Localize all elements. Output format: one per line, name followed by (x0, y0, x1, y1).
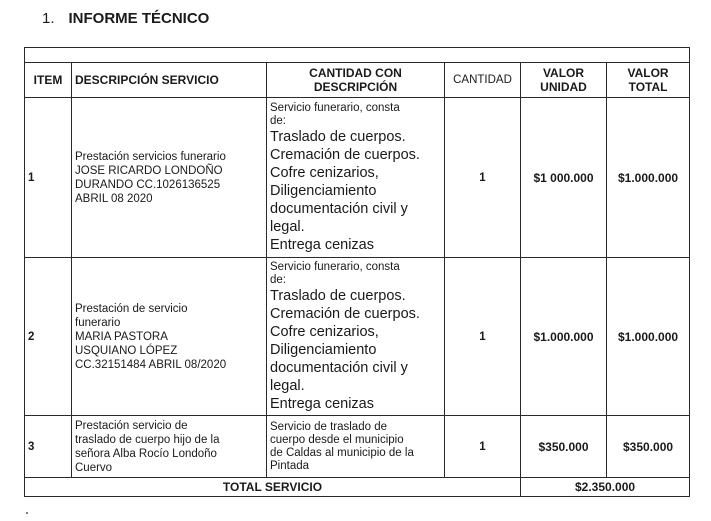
section-title: INFORME TÉCNICO (68, 10, 210, 27)
descripcion-line: MARIA PASTORA (75, 330, 168, 343)
descripcion-line: DURANDO CC.1026136525 (75, 178, 221, 191)
cd-list (270, 287, 441, 413)
cd-list-item: Diligenciamiento (270, 341, 377, 358)
valor-unidad-cell: $1.000.000 (521, 258, 607, 416)
descripcion-cell (72, 416, 267, 478)
cd-list-item: Entrega cenizas (270, 236, 374, 253)
table-row (25, 258, 690, 416)
cd-list-item: Traslado de cuerpos. (270, 287, 406, 304)
item-cell: 1 (25, 98, 72, 258)
descripcion-line: JOSE RICARDO LONDOÑO (75, 164, 223, 177)
cantidad-cell: 1 (445, 258, 521, 416)
cd-intro (270, 261, 441, 287)
cd-list-item: Diligenciamiento (270, 182, 377, 199)
item-cell: 2 (25, 258, 72, 416)
cantidad-cell: 1 (445, 416, 521, 478)
header-item: ITEM (25, 63, 72, 98)
header-line: DESCRIPCIÓN (313, 80, 398, 94)
header-cantidad-con-descripcion (267, 63, 445, 98)
header-line: TOTAL (628, 80, 668, 94)
valor-unidad-cell: $1 000.000 (521, 98, 607, 258)
cd-intro-line: Servicio funerario, consta (270, 101, 400, 114)
header-cantidad: CANTIDAD (445, 63, 521, 98)
cd-intro-line: de Caldas al municipio de la (270, 446, 414, 459)
descripcion-line: Cuervo (75, 461, 113, 474)
table-row (25, 416, 690, 478)
cd-list-item: documentación civil y (270, 359, 408, 376)
cantidad-descripcion-cell (267, 416, 445, 478)
cd-list-item: Cremación de cuerpos. (270, 305, 420, 322)
descripcion-line: Prestación servicios funerario (75, 150, 226, 163)
cd-list-item: Cremación de cuerpos. (270, 146, 420, 163)
descripcion-line: Prestación servicio de (75, 419, 188, 432)
service-report-table (24, 47, 690, 497)
header-line: VALOR (627, 66, 669, 80)
cd-intro-line: de: (270, 273, 286, 286)
header-line: VALOR (542, 66, 585, 80)
item-cell: 3 (25, 416, 72, 478)
descripcion-cell (72, 98, 267, 258)
descripcion-line: señora Alba Rocío Londoño (75, 447, 217, 460)
cd-intro-line: Pintada (270, 459, 310, 472)
header-line: UNIDAD (540, 80, 587, 94)
descripcion-line: CC.32151484 ABRIL 08/2020 (75, 358, 227, 371)
cd-list-item: Cofre cenizarios, (270, 323, 379, 340)
cd-list-item: Cofre cenizarios, (270, 164, 379, 181)
table-blank-row (25, 48, 690, 63)
scan-speck (26, 512, 28, 514)
descripcion-cell (72, 258, 267, 416)
section-heading (42, 10, 209, 27)
section-number: 1. (42, 10, 55, 27)
table-row (25, 98, 690, 258)
valor-total-cell: $350.000 (607, 416, 690, 478)
cd-intro-line: de: (270, 114, 286, 127)
descripcion-line: ABRIL 08 2020 (75, 192, 153, 205)
cd-list-item: legal. (270, 377, 305, 394)
cantidad-cell: 1 (445, 98, 521, 258)
cd-intro-line: cuerpo desde el municipio (270, 433, 404, 446)
valor-total-cell: $1.000.000 (607, 258, 690, 416)
header-valor-unidad (521, 63, 607, 98)
cd-list-item: Traslado de cuerpos. (270, 128, 406, 145)
total-label: TOTAL SERVICIO (25, 478, 521, 497)
descripcion-line: Prestación de servicio (75, 302, 188, 315)
valor-unidad-cell: $350.000 (521, 416, 607, 478)
descripcion-line: traslado de cuerpo hijo de la (75, 433, 220, 446)
cantidad-descripcion-cell (267, 258, 445, 416)
cd-intro (270, 102, 441, 128)
cd-intro-line: Servicio de traslado de (270, 420, 387, 433)
cd-intro (270, 421, 441, 473)
total-row (25, 478, 690, 497)
descripcion-line: USQUIANO LÓPEZ (75, 344, 178, 357)
descripcion-line: funerario (75, 316, 121, 329)
header-line: CANTIDAD CON (309, 66, 402, 80)
table-header-row (25, 63, 690, 98)
cd-list-item: documentación civil y (270, 200, 408, 217)
blank-cell (25, 48, 690, 63)
cd-list (270, 128, 441, 254)
header-valor-total (607, 63, 690, 98)
cd-intro-line: Servicio funerario, consta (270, 260, 400, 273)
header-descripcion: DESCRIPCIÓN SERVICIO (72, 63, 267, 98)
cd-list-item: legal. (270, 218, 305, 235)
cd-list-item: Entrega cenizas (270, 395, 374, 412)
cantidad-descripcion-cell (267, 98, 445, 258)
total-value: $2.350.000 (521, 478, 690, 497)
valor-total-cell: $1.000.000 (607, 98, 690, 258)
